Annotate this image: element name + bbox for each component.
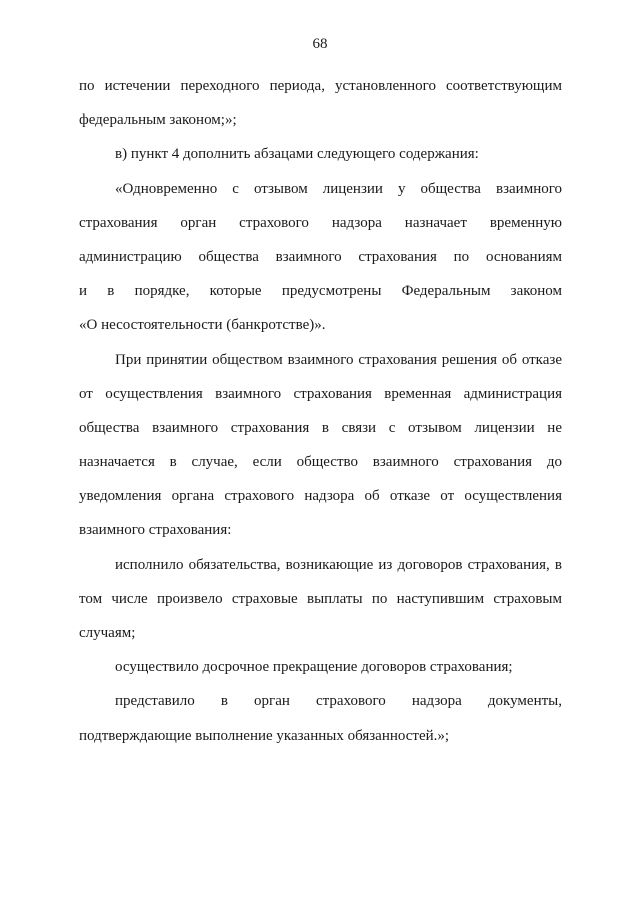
text-line: от осуществления взаимного страхования временная администрация xyxy=(79,385,562,402)
text-line: страхования орган страхового надзора назначает временную xyxy=(79,214,562,231)
text-line: «Одновременно с отзывом лицензии у общества взаимного xyxy=(115,180,562,197)
text-line: представило в орган страхового надзора документы, xyxy=(115,693,562,710)
text-line: «О несостоятельности (банкротстве)». xyxy=(79,317,326,334)
text-line: по истечении переходного периода, установленного соответствующим xyxy=(79,78,562,94)
text-line: администрацию общества взаимного страхования по основаниям xyxy=(79,248,562,265)
text-line: в) пункт 4 дополнить абзацами следующего содержания: xyxy=(115,146,479,163)
document-body xyxy=(79,69,562,753)
text-line: исполнило обязательства, возникающие из договоров страхования, в xyxy=(115,556,562,573)
text-line: При принятии обществом взаимного страхования решения об отказе xyxy=(115,351,562,368)
text-line: осуществило досрочное прекращение договоров страхования; xyxy=(115,659,513,676)
page-number: 68 xyxy=(312,36,328,52)
text-line: случаям; xyxy=(79,625,136,641)
text-line: общества взаимного страхования в связи с отзывом лицензии не xyxy=(79,419,562,436)
text-line: и в порядке, которые предусмотрены Федеральным законом xyxy=(79,283,562,300)
text-line: взаимного страхования: xyxy=(79,522,232,539)
text-line: подтверждающие выполнение указанных обязанностей.»; xyxy=(79,727,450,744)
text-line: том числе произвело страховые выплаты по наступившим страховым xyxy=(79,590,562,607)
text-line: федеральным законом;»; xyxy=(79,112,237,129)
text-line: назначается в случае, если общество взаимного страхования до xyxy=(79,454,562,471)
text-line: уведомления органа страхового надзора об отказе от осуществления xyxy=(79,488,562,505)
